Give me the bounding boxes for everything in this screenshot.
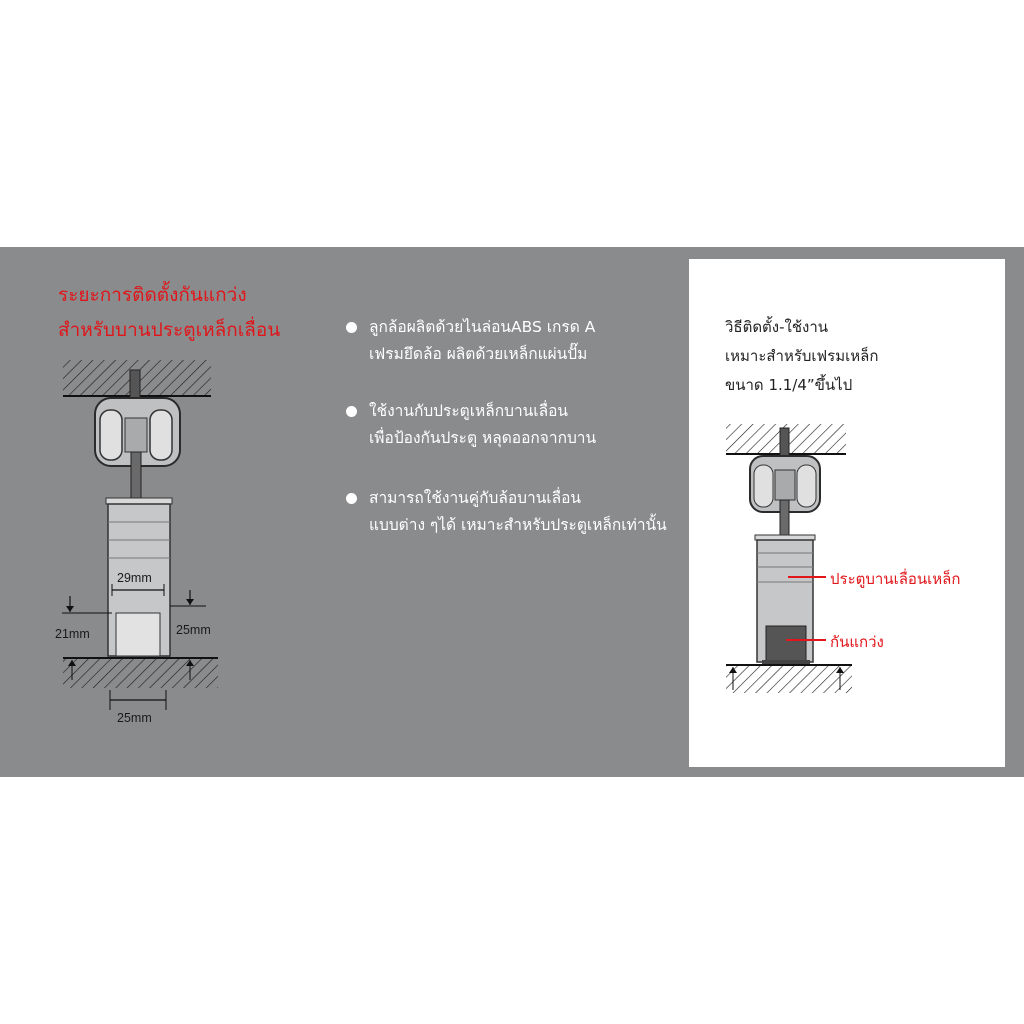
- ground-hatch: [726, 665, 852, 693]
- threaded-rod: [780, 500, 789, 538]
- left-title-line2: สำหรับบานประตูเหล็กเลื่อน: [58, 319, 281, 341]
- right-line3: ขนาด 1.1/4”ขึ้นไป: [725, 376, 853, 394]
- callout-guide-label: กันแกว่ง: [830, 633, 884, 651]
- bullet-1-line1: ลูกล้อผลิตด้วยไนล่อนABS เกรด A: [369, 318, 596, 336]
- guide-block: [766, 626, 806, 662]
- right-wheel: [797, 465, 816, 507]
- dim-left-height: 21mm: [55, 627, 90, 641]
- callout-door-label: ประตูบานเลื่อนเหล็ก: [830, 570, 961, 588]
- dim-right-height: 25mm: [176, 623, 211, 637]
- bullet-2-line2: เพื่อป้องกันประตู หลุดออกจากบาน: [369, 429, 597, 447]
- hanger-center: [775, 470, 795, 500]
- dim-bottom-width: 25mm: [117, 711, 152, 725]
- bullet-3-line1: สามารถใช้งานคู่กับล้อบานเลื่อน: [369, 489, 581, 507]
- bullet-2-line1: ใช้งานกับประตูเหล็กบานเลื่อน: [369, 402, 568, 420]
- right-line1: วิธีติดตั้ง-ใช้งาน: [725, 318, 829, 336]
- right-line2: เหมาะสำหรับเฟรมเหล็ก: [725, 347, 879, 365]
- left-title-line1: ระยะการติดตั้งกันแกว่ง: [58, 284, 247, 306]
- dim-inner-width: 29mm: [117, 571, 152, 585]
- bullet-3-line2: แบบต่าง ๆได้ เหมาะสำหรับประตูเหล็กเท่านั้น: [369, 516, 667, 534]
- bullet-1-line2: เฟรมยึดล้อ ผลิตด้วยเหล็กแผ่นปั๊ม: [369, 345, 588, 363]
- left-wheel: [754, 465, 773, 507]
- ceiling-bolt: [780, 428, 789, 456]
